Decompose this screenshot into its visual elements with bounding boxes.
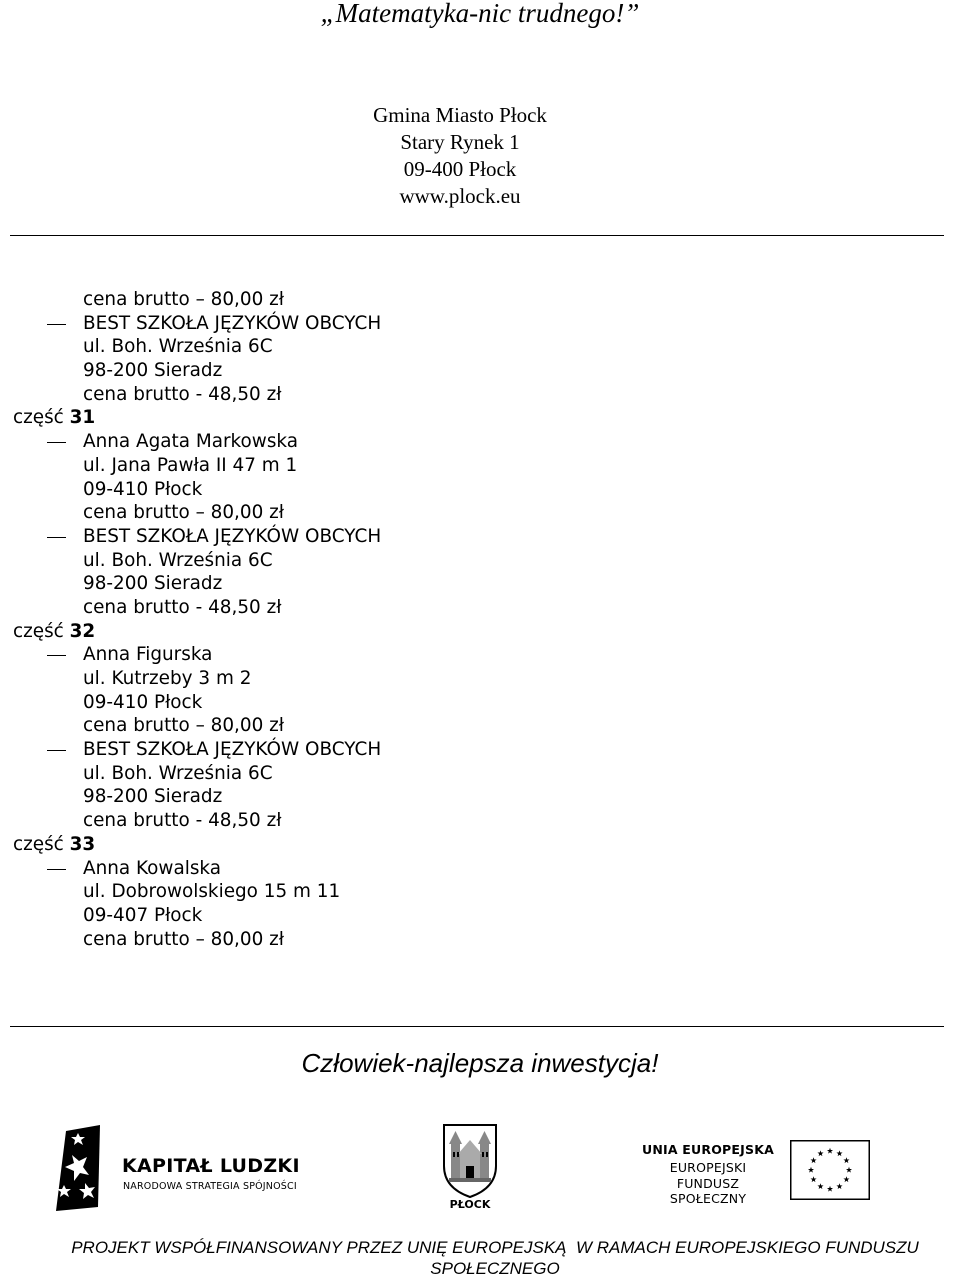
- plock-logo: [441, 1122, 499, 1214]
- body-line: [0, 904, 940, 928]
- top-divider: [10, 235, 944, 236]
- top-motto: „Matematyka-nic trudnego!”: [320, 0, 640, 28]
- body-line: [0, 478, 940, 502]
- body-line: [0, 785, 940, 809]
- body-line: [0, 501, 940, 525]
- part-heading: [0, 620, 940, 644]
- body-line-text: 98-200 Sieradz: [83, 786, 223, 808]
- body-line-text: ul. Boh. Września 6C: [83, 762, 273, 784]
- body-line-text: cena brutto – 80,00 zł: [83, 289, 285, 310]
- document-body: [0, 288, 940, 951]
- footer-line2: SPOŁECZNEGO: [430, 1259, 560, 1278]
- body-line-text: BEST SZKOŁA JĘZYKÓW OBCYCH: [83, 525, 382, 547]
- body-line: [0, 738, 940, 762]
- header-line-city: 09-400 Płock: [403, 157, 517, 181]
- body-line-text: ul. Dobrowolskiego 15 m 11: [83, 881, 341, 903]
- body-line-text: Anna Figurska: [83, 644, 213, 666]
- body-line-text: BEST SZKOŁA JĘZYKÓW OBCYCH: [83, 312, 382, 334]
- body-line: [0, 714, 940, 738]
- part-label: część: [13, 833, 64, 855]
- body-line-text: ul. Boh. Września 6C: [83, 336, 273, 358]
- plock-coat-of-arms-icon: [441, 1122, 499, 1198]
- body-line: [0, 857, 940, 881]
- body-line: [0, 809, 940, 833]
- list-dash-icon: [47, 750, 66, 751]
- kapital-ludzki-title: KAPITAŁ LUDZKI: [122, 1155, 300, 1177]
- body-line: [0, 643, 940, 667]
- body-line: [0, 667, 940, 691]
- body-line: [0, 762, 940, 786]
- body-line-text: Anna Agata Markowska: [83, 431, 299, 453]
- header-line-website: www.plock.eu: [399, 184, 521, 208]
- ue-logo-line2: EUROPEJSKI: [669, 1160, 747, 1175]
- body-line-text: cena brutto – 80,00 zł: [83, 502, 285, 524]
- body-line: [0, 549, 940, 573]
- part-heading-text: [13, 833, 95, 857]
- address-header: [0, 102, 920, 210]
- footer-line1: PROJEKT WSPÓŁFINANSOWANY PRZEZ UNIĘ EUROPEJSKĄ W RAMACH EUROPEJSKIEGO FUNDUSZU: [71, 1238, 919, 1257]
- eu-flag-icon: [790, 1140, 870, 1200]
- body-line-text: cena brutto - 48,50 zł: [83, 596, 282, 618]
- body-line: [0, 383, 940, 407]
- footer-note: [40, 1237, 950, 1279]
- body-line-text: 09-407 Płock: [83, 904, 203, 926]
- bottom-motto: Człowiek-najlepsza inwestycja!: [301, 1048, 659, 1078]
- body-line: [0, 691, 940, 715]
- list-dash-icon: [47, 869, 66, 870]
- part-number: 32: [69, 620, 96, 642]
- body-line-text: ul. Jana Pawła II 47 m 1: [83, 454, 298, 476]
- body-line: [0, 596, 940, 620]
- part-label: część: [13, 620, 64, 642]
- part-number: 31: [69, 407, 96, 429]
- body-line-text: ul. Boh. Września 6C: [83, 549, 273, 571]
- header-line-name: Gmina Miasto Płock: [373, 103, 547, 127]
- part-heading-text: [13, 406, 95, 430]
- body-line-text: 09-410 Płock: [83, 691, 203, 713]
- part-number: 33: [69, 833, 96, 855]
- ue-logo-line1: UNIA EUROPEJSKA: [642, 1142, 774, 1157]
- part-label: część: [13, 407, 64, 429]
- header-line-street: Stary Rynek 1: [400, 130, 520, 154]
- body-line: [0, 928, 940, 952]
- european-union-logo: [640, 1140, 880, 1210]
- body-line: [0, 312, 940, 336]
- body-line: [0, 335, 940, 359]
- part-heading: [0, 406, 940, 430]
- plock-logo-caption: PŁOCK: [449, 1198, 491, 1211]
- body-line-text: cena brutto – 80,00 zł: [83, 928, 285, 950]
- body-line: [0, 359, 940, 383]
- body-line: [0, 525, 940, 549]
- list-dash-icon: [47, 655, 66, 656]
- body-line-text: cena brutto - 48,50 zł: [83, 383, 282, 405]
- body-line-text: 09-410 Płock: [83, 478, 203, 500]
- body-line: [0, 288, 940, 312]
- body-line-text: 98-200 Sieradz: [83, 360, 223, 382]
- list-dash-icon: [47, 537, 66, 538]
- body-line-text: cena brutto - 48,50 zł: [83, 810, 282, 832]
- body-line: [0, 430, 940, 454]
- ue-logo-line3: FUNDUSZ SPOŁECZNY: [669, 1176, 747, 1206]
- kapital-ludzki-logo: [52, 1125, 322, 1215]
- body-line-text: ul. Kutrzeby 3 m 2: [83, 668, 252, 689]
- body-line-text: cena brutto – 80,00 zł: [83, 715, 285, 737]
- body-line: [0, 880, 940, 904]
- part-heading-text: [13, 620, 95, 644]
- bottom-divider: [10, 1026, 944, 1027]
- list-dash-icon: [47, 324, 66, 325]
- body-line-text: BEST SZKOŁA JĘZYKÓW OBCYCH: [83, 739, 382, 761]
- kapital-ludzki-subtitle: NARODOWA STRATEGIA SPÓJNOŚCI: [123, 1181, 297, 1192]
- body-line: [0, 454, 940, 478]
- body-line-text: Anna Kowalska: [83, 857, 222, 879]
- body-line-text: 98-200 Sieradz: [83, 573, 223, 595]
- list-dash-icon: [47, 442, 66, 443]
- part-heading: [0, 833, 940, 857]
- body-line: [0, 572, 940, 596]
